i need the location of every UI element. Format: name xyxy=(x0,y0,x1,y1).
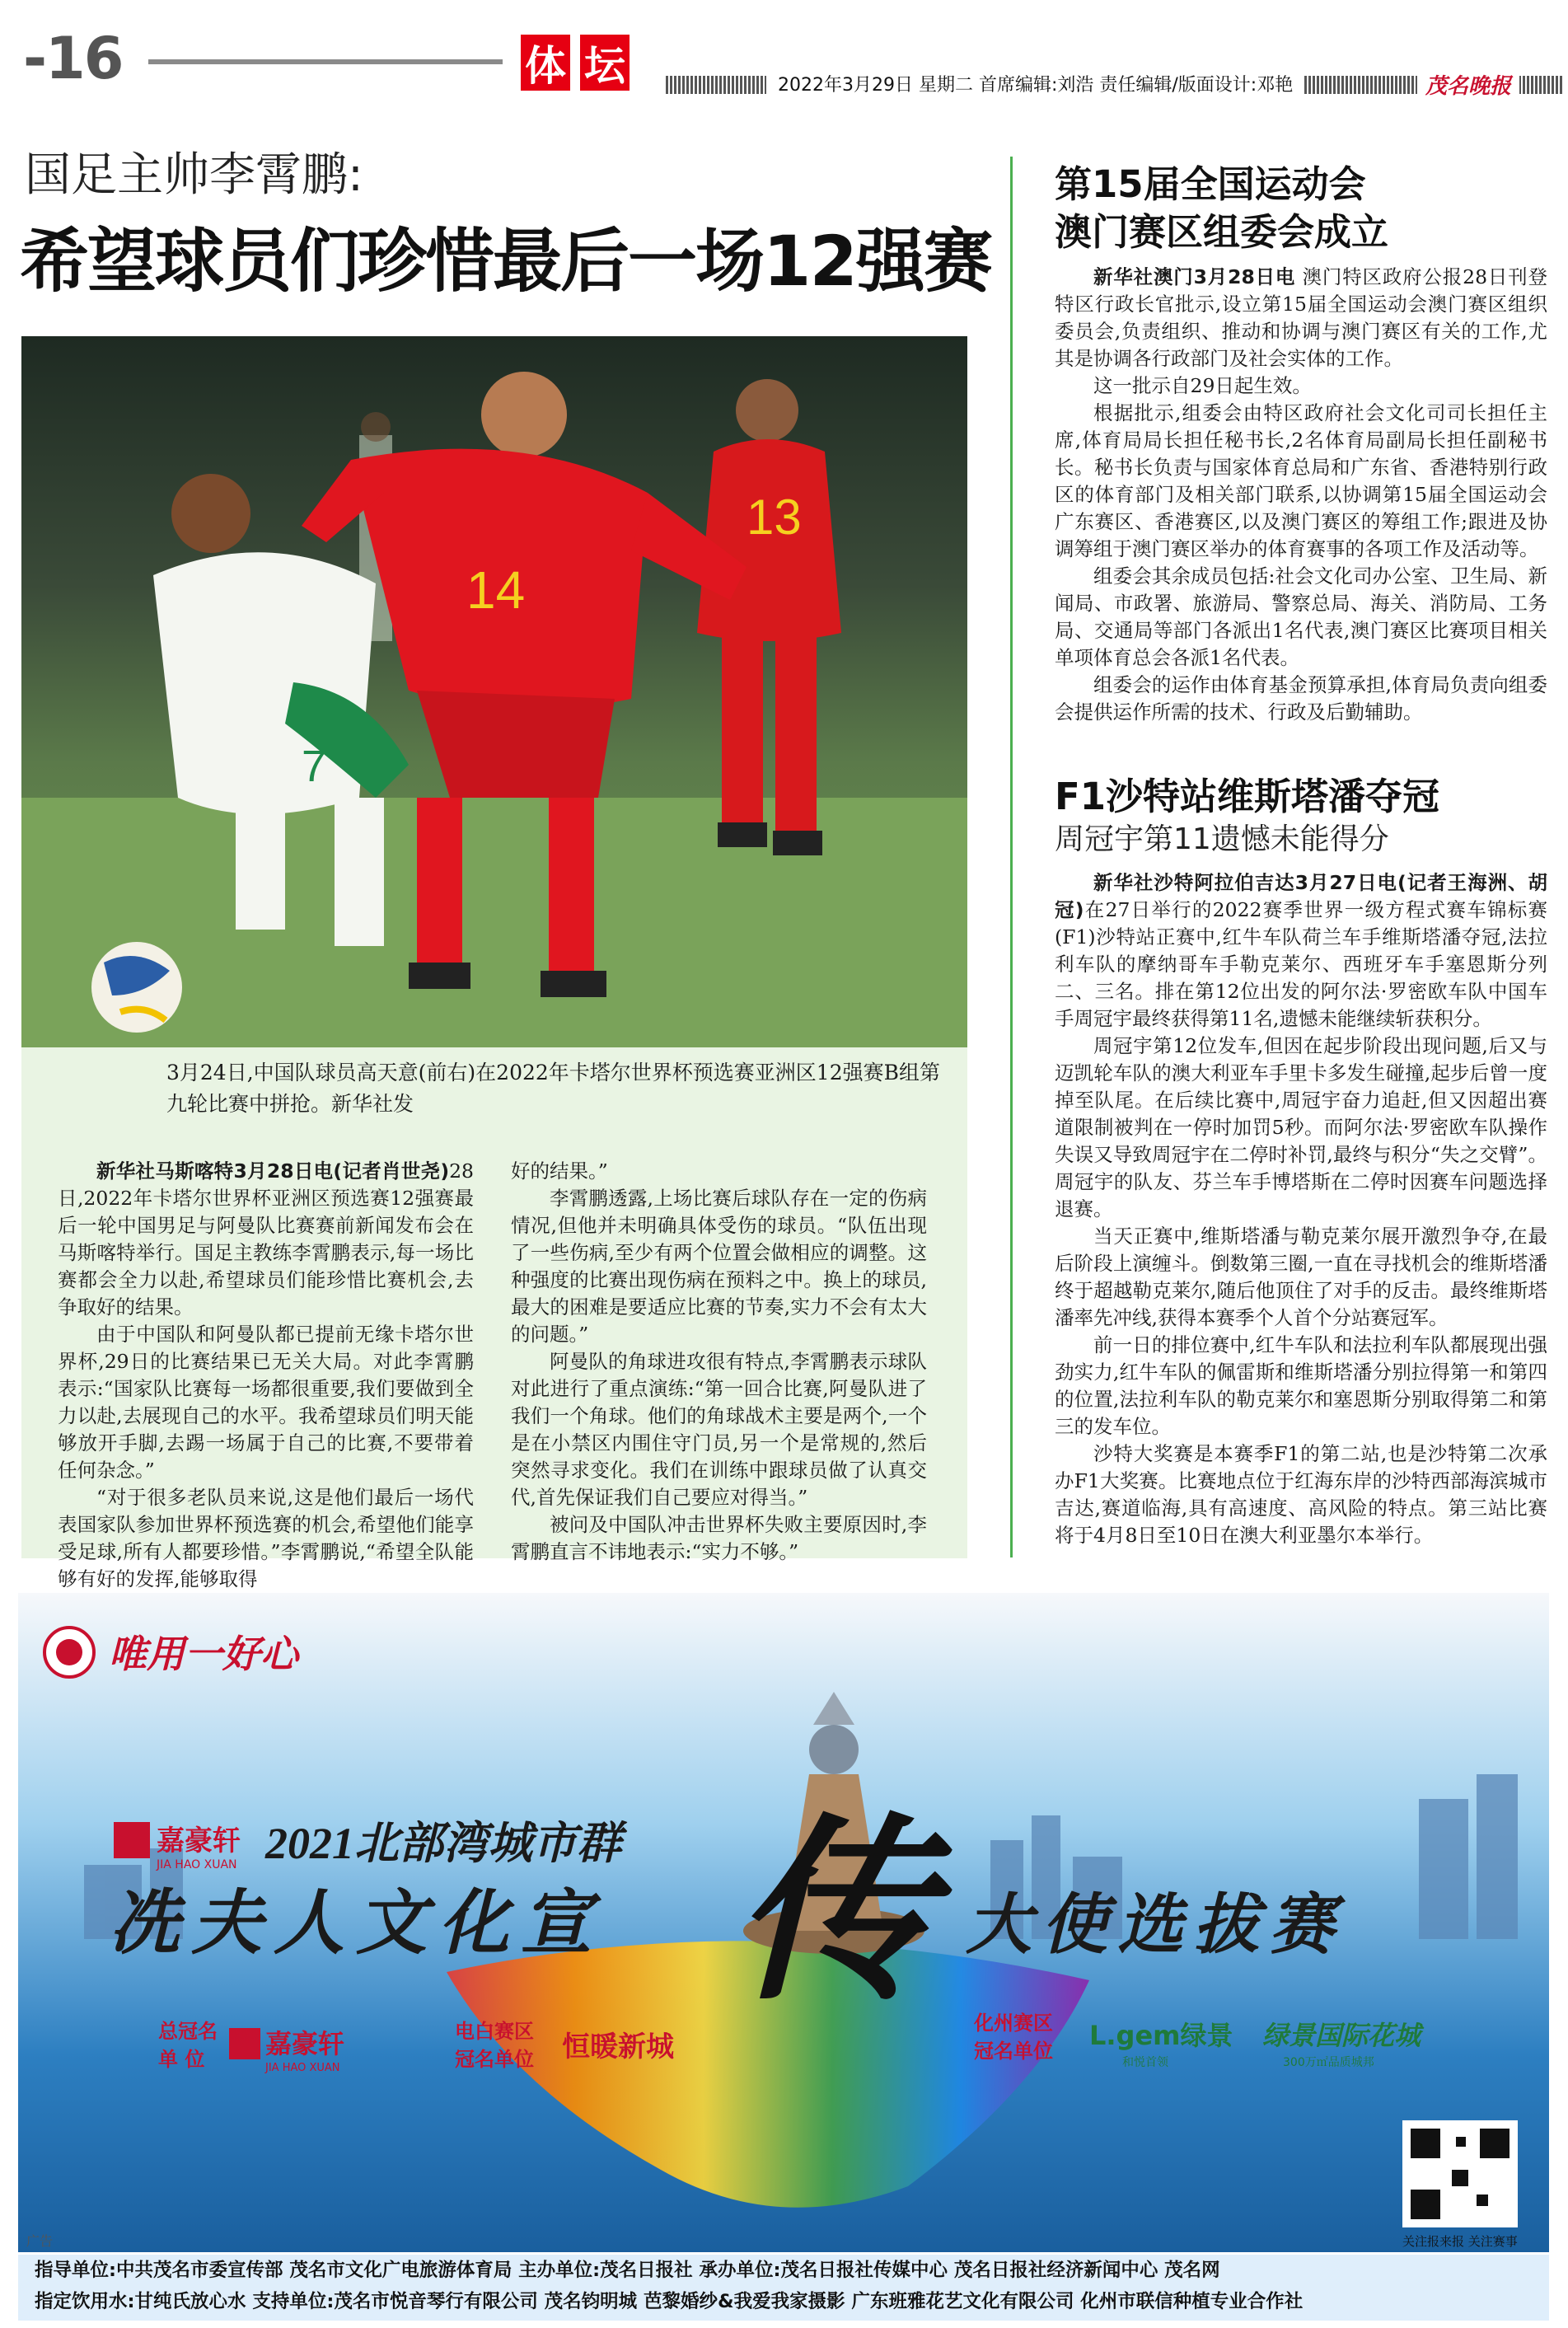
main-story-para-4: 好的结果。” xyxy=(511,1159,608,1183)
title-sponsor-label-1: 总冠名 xyxy=(158,2020,218,2043)
footer-line-1: 指导单位:中共茂名市委宣传部 茂名市文化广电旅游体育局 主办单位:茂名日报社 承办单位:茂名日报社传媒中心 茂名日报社经济新闻中心 茂名网 xyxy=(35,2260,1220,2281)
lgem-sub: 和悦首领 xyxy=(1122,2056,1168,2069)
title-sponsor-brand-en: JIA HAO XUAN xyxy=(265,2062,340,2074)
photo-caption-box xyxy=(21,1047,967,1146)
sponsor-brand-en: JIA HAO XUAN xyxy=(157,1858,237,1871)
brand-logo-icon xyxy=(44,1628,94,1677)
lvjing-sub: 300万㎡品质城邦 xyxy=(1283,2056,1374,2069)
huazhou-label-1: 化州赛区 xyxy=(974,2012,1053,2035)
games-headline-line-2: 澳门赛区组委会成立 xyxy=(1055,210,1389,254)
games-para-1: 澳门特区政府公报28日刊登特区行政长官批示,设立第15届全国运动会澳门赛区组织委员会,负责组织、推动和协调与澳门赛区有关的工作,尤其是协调各行政部门及社会实体的工作。 xyxy=(1055,265,1547,370)
qr-code-icon xyxy=(1402,2120,1518,2227)
games-story-lead: 新华社澳门3月28日电 xyxy=(1093,265,1296,288)
ad-headline: 2021北部湾城市群 xyxy=(265,1819,621,1868)
title-sponsor-brand: 嘉豪轩 xyxy=(265,2028,345,2059)
jersey-number-13: 13 xyxy=(747,489,802,545)
main-story-column-1 xyxy=(58,1158,474,1593)
jiahaoxuan-logo-icon-2 xyxy=(229,2028,260,2059)
main-story-para-5: 李霄鹏透露,上场比赛后球队存在一定的伤病情况,但他并未明确具体受伤的球员。“队伍出现了一些伤病,至少有两个位置会做相应的调整。这种强度的比赛出现伤病在预料之中。换上的球员,最大的困难是要适应比赛的节奏,实力不会有太大的问题。” xyxy=(511,1187,927,1346)
issue-info: 2022年3月29日 星期二 首席编辑:刘浩 责任编辑/版面设计:邓艳 xyxy=(766,71,1304,96)
hengjian-brand: 恒暖新城 xyxy=(562,2031,674,2063)
f1-headline: F1沙特站维斯塔潘夺冠 xyxy=(1055,775,1440,818)
main-story-para-3: “对于很多老队员来说,这是他们最后一场代表国家队参加世界杯预选赛的机会,希望他们能享受足球,所有人都要珍惜。”李霄鹏说,“希望全队能够有好的发挥,能够取得 xyxy=(58,1486,474,1590)
main-story-para-1: 28日,2022年卡塔尔世界杯亚洲区预选赛12强赛最后一轮中国男足与阿曼队比赛赛前新闻发布会在马斯喀特举行。国足主教练李霄鹏表示,每一场比赛都会全力以赴,希望球员们能珍惜比赛机会,去争取好的结果。 xyxy=(58,1159,474,1319)
advertisement xyxy=(18,1593,1549,2252)
f1-para-2: 周冠宇第12位发车,但因在起步阶段出现问题,后又与迈凯轮车队的澳大利亚车手里卡多发生碰撞,起步后曾一度掉至队尾。在后续比赛中,周冠宇奋力追赶,但又因超出赛道限制被判在一停时加罚5秒。而阿尔法·罗密欧车队操作失误又导致周冠宇在二停时补罚,最终与积分“失之交臂”。周冠宇的队友、芬兰车手博塔斯在二停时因赛车问题选择退赛。 xyxy=(1055,1034,1547,1220)
column-divider xyxy=(1010,157,1013,1557)
ad-footer xyxy=(18,2255,1549,2321)
main-kicker: 国足主帅李霄鹏: xyxy=(25,148,363,202)
jiahaoxuan-logo-icon xyxy=(114,1822,150,1858)
main-story-para-6: 阿曼队的角球进攻很有特点,李霄鹏表示球队对此进行了重点演练:“第一回合比赛,阿曼队进了我们一个角球。他们的角球战术主要是两个,一个是在小禁区内围住守门员,另一个是常规的,然后突然寻求变化。我们在训练中跟球员做了认真交代,首先保证我们自己要应对得当。” xyxy=(511,1350,927,1509)
ad-slogan: 唯用一好心 xyxy=(109,1633,298,1675)
jersey-number-14: 14 xyxy=(466,560,526,620)
lvjing-brand: 绿景国际花城 xyxy=(1262,2021,1421,2050)
football xyxy=(91,942,182,1033)
section-label-tan: 坛 xyxy=(580,35,630,91)
dianbai-label-1: 电白赛区 xyxy=(455,2020,534,2043)
page-number: -16 xyxy=(23,25,123,92)
main-story-para-7: 被问及中国队冲击世界杯失败主要原因时,李霄鹏直言不讳地表示:“实力不够。” xyxy=(511,1513,927,1563)
photo-caption: 3月24日,中国队球员高天意(前右)在2022年卡塔尔世界杯预选赛亚洲区12强赛B组第九轮比赛中拼抢。新华社发 xyxy=(166,1061,940,1116)
match-photo xyxy=(21,336,967,1047)
games-para-4: 组委会其余成员包括:社会文化司办公室、卫生局、新闻局、市政署、旅游局、警察总局、海关、消防局、工务局、交通局等部门各派出1名代表,澳门赛区比赛项目相关单项体育总会各派1名代表。 xyxy=(1055,564,1547,669)
main-story-lead: 新华社马斯喀特3月28日电(记者肖世尧) xyxy=(96,1159,450,1183)
qr-caption: 关注报来报 关注赛事 xyxy=(1402,2234,1518,2249)
f1-para-5: 沙特大奖赛是本赛季F1的第二站,也是沙特第二次承办F1大奖赛。比赛地点位于红海东岸的沙特西部海滨城市吉达,赛道临海,具有高速度、高风险的特点。第三站比赛将于4月8日至10日在澳大利亚墨尔本举行。 xyxy=(1055,1442,1547,1547)
main-story-para-2: 由于中国队和阿曼队都已提前无缘卡塔尔世界杯,29日的比赛结果已无关大局。对此李霄鹏表示:“国家队比赛每一场都很重要,我们要做到全力以赴,去展现自己的水平。我希望球员们明天能够放开手脚,去踢一场属于自己的比赛,不要带着任何杂念。” xyxy=(58,1323,474,1482)
games-headline xyxy=(1055,161,1388,256)
f1-para-3: 当天正赛中,维斯塔潘与勒克莱尔展开激烈争夺,在最后阶段上演缠斗。倒数第三圈,一直在寻找机会的维斯塔潘终于超越勒克莱尔,随后他顶住了对手的反击。最终维斯塔潘率先冲线,获得本赛季个人首个分站赛冠军。 xyxy=(1055,1225,1547,1329)
huazhou-label-2: 冠名单位 xyxy=(974,2040,1053,2063)
games-para-5: 组委会的运作由体育基金预算承担,体育局负责向组委会提供运作所需的技术、行政及后勤辅助。 xyxy=(1055,673,1547,724)
ad-title-big: 传 xyxy=(735,1804,934,2023)
header-rule xyxy=(148,59,503,64)
dianbai-label-2: 冠名单位 xyxy=(455,2048,534,2071)
f1-para-1: 在27日举行的2022赛季世界一级方程式赛车锦标赛(F1)沙特站正赛中,红牛车队荷兰车手维斯塔潘夺冠,法拉利车队的摩纳哥车手勒克莱尔、西班牙车手塞恩斯分列二、三名。排在第12位出发的阿尔法·罗密欧车队中国车手周冠宇最终获得第11名,遗憾未能继续斩获积分。 xyxy=(1055,898,1547,1030)
main-headline: 希望球员们珍惜最后一场12强赛 xyxy=(20,221,991,302)
games-para-3: 根据批示,组委会由特区政府社会文化司司长担任主席,体育局局长担任秘书长,2名体育局副局长担任副秘书长。秘书长负责与国家体育总局和广东省、香港特别行政区的体育部门及相关部门联系,以协调第15届全国运动会广东赛区、香港赛区,以及澳门赛区的筹组工作;跟进及协调筹组于澳门赛区举办的体育赛事的各项工作及活动等。 xyxy=(1055,401,1547,560)
ad-tag: 广告 xyxy=(26,2233,54,2249)
f1-para-4: 前一日的排位赛中,红牛车队和法拉利车队都展现出强劲实力,红牛车队的佩雷斯和维斯塔潘分别拉得第一和第四的位置,法拉利车队的勒克莱尔和塞恩斯分别取得第二和第三的发车位。 xyxy=(1055,1333,1547,1438)
f1-story-lead: 新华社沙特阿拉伯吉达3月27日电(记者王海洲、胡冠) xyxy=(1055,871,1547,921)
games-headline-line-1: 第15届全国运动会 xyxy=(1055,162,1366,206)
ad-title-left: 冼夫人文化宣 xyxy=(109,1884,603,1963)
sponsor-brand: 嘉豪轩 xyxy=(157,1824,241,1857)
paper-name-logo: 茂名晚报 xyxy=(1417,69,1519,100)
f1-subheadline: 周冠宇第11遗憾未能得分 xyxy=(1055,822,1389,856)
jersey-number-7: 7 xyxy=(302,742,327,791)
lgem-brand: L.gem绿景 xyxy=(1089,2020,1233,2051)
ad-title-right: 大使选拔赛 xyxy=(966,1890,1345,1962)
section-label-ti: 体 xyxy=(521,35,570,91)
f1-story-body xyxy=(1055,869,1547,1549)
games-para-2: 这一批示自29日起生效。 xyxy=(1093,374,1312,397)
footer-line-2: 指定饮用水:甘纯氏放心水 支持单位:茂名市悦音琴行有限公司 茂名钧明城 芭黎婚纱&我爱我家摄影 广东班雅花艺文化有限公司 化州市联信种植专业合作社 xyxy=(35,2291,1304,2312)
title-sponsor-label-2: 单 位 xyxy=(158,2048,205,2071)
games-story-body xyxy=(1055,264,1547,726)
main-story-column-2 xyxy=(511,1158,927,1566)
